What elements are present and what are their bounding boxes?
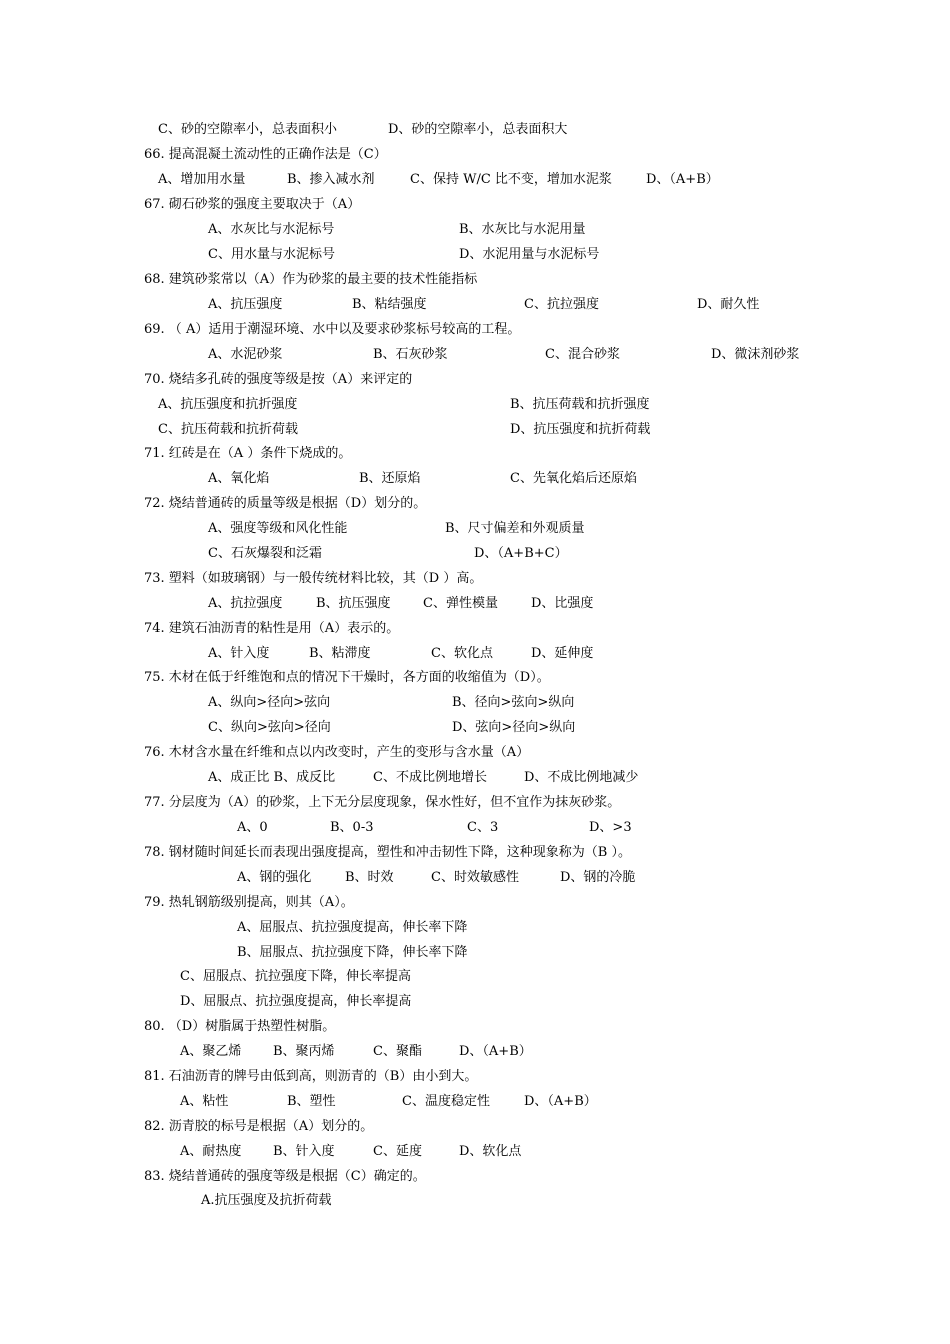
- question-line: 80. （D）树脂属于热塑性树脂。: [144, 1019, 336, 1034]
- question-line: 77. 分层度为（A）的砂浆，上下无分层度现象，保水性好，但不宜作为抹灰砂浆。: [144, 795, 621, 810]
- option-line: D、微沫剂砂浆: [711, 347, 800, 362]
- option-line: A、成正比 B、成反比: [208, 770, 336, 785]
- option-line: A、氧化焰: [208, 471, 270, 486]
- option-line: C、先氧化焰后还原焰: [510, 471, 637, 486]
- option-line: C、石灰爆裂和泛霜: [208, 546, 322, 561]
- option-line: D、比强度: [531, 596, 594, 611]
- option-line: D、弦向>径向>纵向: [452, 720, 576, 735]
- option-line: A、针入度: [208, 646, 270, 661]
- option-line: B、针入度: [273, 1144, 335, 1159]
- option-line: C、抗拉强度: [524, 297, 599, 312]
- option-line: D、不成比例地减少: [524, 770, 639, 785]
- option-line: C、屈服点、抗拉强度下降，伸长率提高: [180, 969, 411, 984]
- option-line: D、（A+B）: [646, 172, 719, 187]
- option-line: C、温度稳定性: [402, 1094, 490, 1109]
- option-line: C、纵向>弦向>径向: [208, 720, 331, 735]
- question-line: 71. 红砖是在（A ）条件下烧成的。: [144, 446, 352, 461]
- option-line: D、水泥用量与水泥标号: [459, 247, 600, 262]
- question-line: 67. 砌石砂浆的强度主要取决于（A）: [144, 197, 361, 212]
- option-line: C、砂的空隙率小，总表面积小: [158, 122, 337, 137]
- option-line: C、软化点: [431, 646, 493, 661]
- question-line: 79. 热轧钢筋级别提高，则其（A）。: [144, 895, 354, 910]
- option-line: C、时效敏感性: [431, 870, 519, 885]
- option-line: C、用水量与水泥标号: [208, 247, 335, 262]
- option-line: A、纵向>径向>弦向: [208, 695, 331, 710]
- option-line: B、聚丙烯: [273, 1044, 335, 1059]
- question-line: 81. 石油沥青的牌号由低到高，则沥青的（B）由小到大。: [144, 1069, 478, 1084]
- question-line: 78. 钢材随时间延长而表现出强度提高，塑性和冲击韧性下降，这种现象称为（B ）。: [144, 845, 631, 860]
- option-line: B、还原焰: [359, 471, 421, 486]
- option-line: A.抗压强度及抗折荷载: [201, 1193, 332, 1208]
- option-line: B、掺入减水剂: [287, 172, 375, 187]
- question-line: 68. 建筑砂浆常以（A）作为砂浆的最主要的技术性能指标: [144, 272, 478, 287]
- option-line: A、钢的强化: [237, 870, 312, 885]
- option-line: A、增加用水量: [158, 172, 246, 187]
- option-line: D、>3: [589, 820, 632, 835]
- question-line: 82. 沥青胶的标号是根据（A）划分的。: [144, 1119, 374, 1134]
- option-line: D、钢的冷脆: [560, 870, 636, 885]
- question-line: 75. 木材在低于纤维饱和点的情况下干燥时，各方面的收缩值为（D）。: [144, 670, 550, 685]
- option-line: C、保持 W/C 比不变，增加水泥浆: [410, 172, 612, 187]
- option-line: B、石灰砂浆: [373, 347, 448, 362]
- question-line: 70. 烧结多孔砖的强度等级是按（A）来评定的: [144, 372, 413, 387]
- option-line: B、径向>弦向>纵向: [452, 695, 575, 710]
- option-line: B、0-3: [330, 820, 374, 835]
- option-line: B、抗压强度: [316, 596, 391, 611]
- option-line: A、聚乙烯: [180, 1044, 242, 1059]
- option-line: A、耐热度: [180, 1144, 242, 1159]
- option-line: B、粘滞度: [309, 646, 371, 661]
- option-line: C、3: [467, 820, 499, 835]
- option-line: A、水灰比与水泥标号: [208, 222, 335, 237]
- option-line: D、（A+B+C）: [474, 546, 568, 561]
- question-line: 72. 烧结普通砖的质量等级是根据（D）划分的。: [144, 496, 427, 511]
- option-line: C、不成比例地增长: [373, 770, 487, 785]
- option-line: D、（A+B）: [524, 1094, 597, 1109]
- option-line: A、抗压强度和抗折强度: [158, 397, 298, 412]
- question-line: 83. 烧结普通砖的强度等级是根据（C）确定的。: [144, 1169, 426, 1184]
- option-line: C、抗压荷载和抗折荷载: [158, 422, 298, 437]
- option-line: D、软化点: [459, 1144, 522, 1159]
- option-line: D、屈服点、抗拉强度提高，伸长率提高: [180, 994, 412, 1009]
- question-line: 73. 塑料（如玻璃钢）与一般传统材料比较，其（D ）高。: [144, 571, 483, 586]
- option-line: D、抗压强度和抗折荷载: [510, 422, 651, 437]
- option-line: A、强度等级和风化性能: [208, 521, 348, 536]
- question-line: 66. 提高混凝土流动性的正确作法是（C）: [144, 147, 387, 162]
- option-line: B、屈服点、抗拉强度下降，伸长率下降: [237, 945, 468, 960]
- option-line: B、粘结强度: [352, 297, 427, 312]
- option-line: A、粘性: [180, 1094, 229, 1109]
- option-line: A、抗拉强度: [208, 596, 283, 611]
- option-line: B、时效: [345, 870, 394, 885]
- question-line: 69. （ A）适用于潮湿环境、水中以及要求砂浆标号较高的工程。: [144, 322, 521, 337]
- option-line: A、水泥砂浆: [208, 347, 283, 362]
- option-line: B、抗压荷载和抗折强度: [510, 397, 650, 412]
- option-line: A、0: [237, 820, 268, 835]
- option-line: D、耐久性: [697, 297, 760, 312]
- option-line: A、屈服点、抗拉强度提高，伸长率下降: [237, 920, 468, 935]
- option-line: B、水灰比与水泥用量: [459, 222, 586, 237]
- option-line: A、抗压强度: [208, 297, 283, 312]
- question-line: 74. 建筑石油沥青的粘性是用（A）表示的。: [144, 621, 400, 636]
- option-line: D、（A+B）: [459, 1044, 532, 1059]
- option-line: B、尺寸偏差和外观质量: [445, 521, 585, 536]
- option-line: B、塑性: [287, 1094, 336, 1109]
- option-line: C、混合砂浆: [545, 347, 620, 362]
- question-line: 76. 木材含水量在纤维和点以内改变时，产生的变形与含水量（A）: [144, 745, 530, 760]
- option-line: D、延伸度: [531, 646, 594, 661]
- option-line: C、聚酯: [373, 1044, 422, 1059]
- option-line: C、延度: [373, 1144, 422, 1159]
- option-line: C、弹性模量: [423, 596, 498, 611]
- option-line: D、砂的空隙率小，总表面积大: [388, 122, 568, 137]
